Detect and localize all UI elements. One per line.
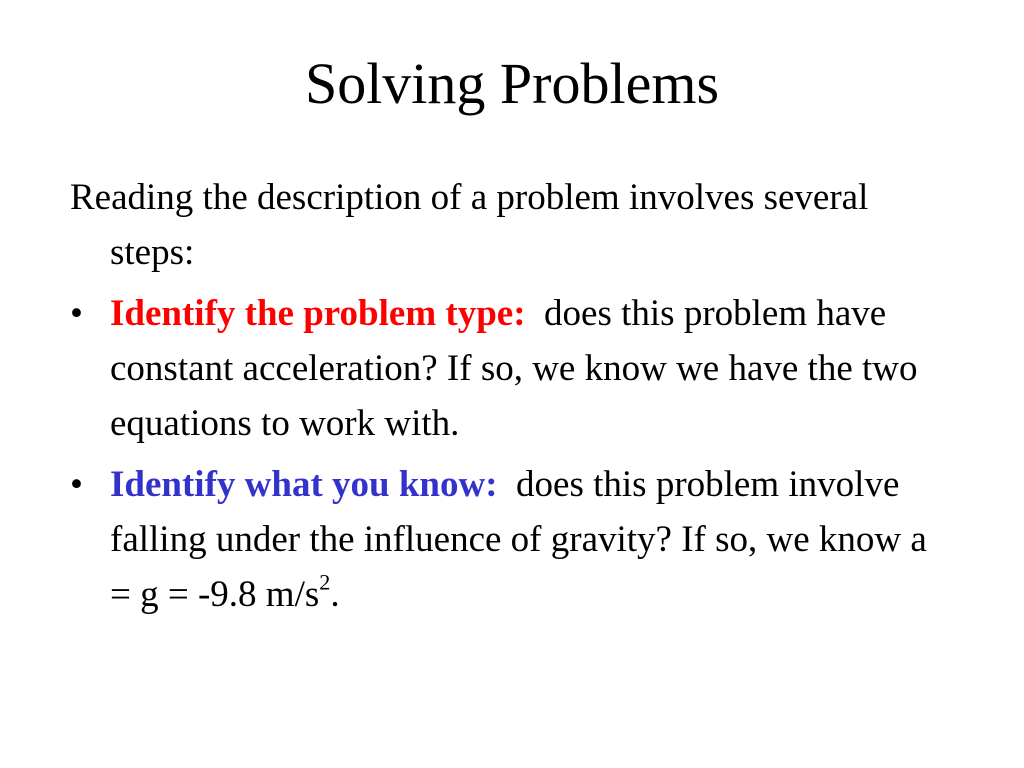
bullet-text-problem-type: does this problem have constant acceleration? If so, we know we have the two equations to work with.	[110, 293, 918, 444]
bullet-keyword-what-you-know: Identify what you know:	[110, 464, 498, 505]
superscript-exponent: 2	[319, 569, 331, 595]
bullet-keyword-problem-type: Identify the problem type:	[110, 293, 526, 334]
bullet-suffix: .	[330, 574, 340, 615]
intro-text: Reading the description of a problem involves several steps:	[70, 177, 869, 273]
bullet-item-what-you-know	[70, 457, 950, 622]
bullet-text-what-you-know: does this problem involve falling under the influence of gravity? If so, we know a = g = -9.8 m/s	[110, 464, 927, 615]
bullet-item-problem-type	[70, 286, 950, 451]
bullet-marker: •	[70, 293, 83, 334]
slide-body	[70, 170, 950, 628]
slide-title: Solving Problems	[304, 51, 720, 116]
bullet-marker: •	[70, 464, 83, 505]
intro-paragraph	[70, 170, 950, 280]
